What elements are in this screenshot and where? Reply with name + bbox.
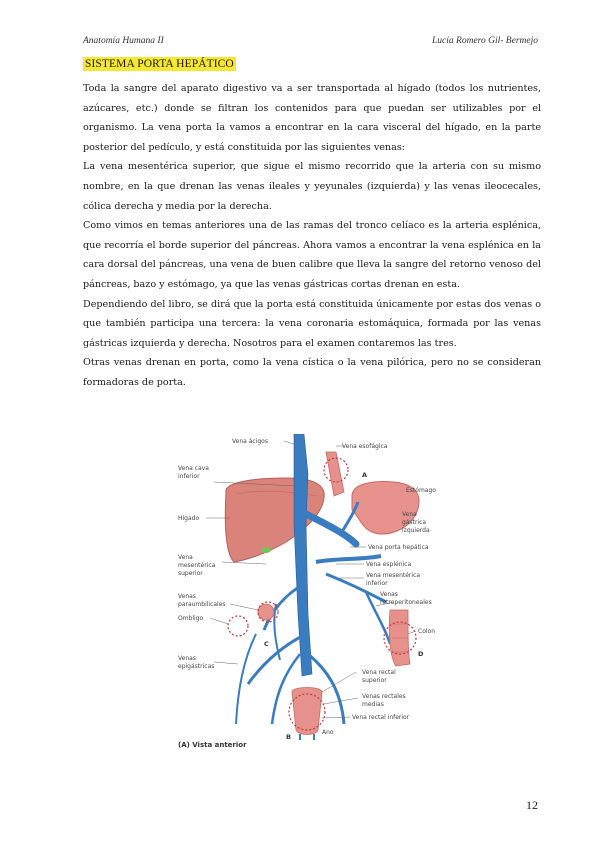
label-porta-hepatica: Vena porta hepática [368, 544, 429, 551]
portal-system-figure [176, 434, 460, 752]
label-mes-inf-2: inferior [366, 580, 388, 587]
label-retro-2: retroperitoneales [380, 599, 432, 606]
header-author: Lucía Romero Gil- Bermejo [432, 36, 538, 46]
label-mes-sup-2: mesentérica [178, 562, 216, 569]
label-higado: Hígado [178, 515, 200, 522]
figure-caption: (A) Vista anterior [178, 741, 247, 749]
label-rectal-sup-2: superior [362, 677, 387, 684]
label-letter-d: D [418, 650, 424, 658]
gallbladder-shape [261, 547, 271, 553]
label-mes-sup-1: Vena [178, 554, 193, 561]
label-ano: Ano [322, 729, 334, 736]
label-gastrica-3: izquierda [402, 527, 430, 534]
label-rectal-inf: Vena rectal inferior [352, 714, 410, 721]
label-ombligo: Ombligo [178, 615, 204, 622]
label-rect-med-2: medias [362, 701, 384, 708]
label-colon: Colon [418, 628, 436, 635]
paragraph-2: La vena mesentérica superior, que sigue el mismo recorrido que la arteria con su mismo nombre, en la que drenan las venas ileales y yeyunales (izquierda) y las venas ileocecales, cólica derecha y media por la derecha. [83, 161, 541, 212]
label-retro-1: Venas [380, 591, 398, 598]
liver-shape [225, 478, 324, 562]
label-epig-2: epigástricas [178, 663, 215, 670]
page-number: 12 [526, 798, 538, 812]
label-letter-b: B [286, 733, 291, 741]
section-title: SISTEMA PORTA HEPÁTICO [85, 58, 234, 70]
label-rect-med-1: Venas rectales [362, 693, 406, 700]
body-text [83, 79, 541, 393]
label-mes-inf-1: Vena mesentérica [366, 572, 421, 579]
label-vena-esofagica: Vena esofágica [342, 443, 388, 450]
paragraph-4: Dependiendo del libro, se dirá que la porta está constituida únicamente por estas dos venas o que también participa una tercera: la vena coronaria estomáquica, formada por las venas gástricas izquierda y derecha. Nosotros para el examen contaremos las tres. [83, 298, 541, 349]
label-estomago: Estómago [406, 487, 436, 494]
label-esplenica: Vena esplénica [366, 561, 412, 568]
label-paraumb-2: paraumbilicales [178, 601, 226, 608]
label-vena-acigos: Vena ácigos [232, 438, 268, 445]
label-vena-cava-1: Vena cava [178, 465, 209, 472]
label-rectal-sup-1: Vena rectal [362, 669, 396, 676]
paragraph-3: Como vimos en temas anteriores una de las ramas del tronco celíaco es la arteria esplénica, que recorría el borde superior del páncreas. Ahora vamos a encontrar la vena esplénica en la cara dorsal del páncreas, una vena de buen calibre que lleva la sangre del retorno venoso del páncreas, bazo y estómago, ya que las venas gástricas cortas drenan en esta. [83, 220, 541, 290]
label-letter-c: C [264, 640, 269, 648]
header-course-title: Anatomía Humana II [83, 36, 164, 46]
paragraph-1: Toda la sangre del aparato digestivo va a ser transportada al hígado (todos los nutrientes, azúcares, etc.) donde se filtran los contenidos para que puedan ser utilizables por el organismo. La vena porta la vamos a encontrar en la cara visceral del hígado, en la parte posterior del pedículo, y está constituida por las siguientes venas: [83, 83, 541, 153]
label-letter-a: A [362, 471, 368, 479]
label-gastrica-2: gástrica [402, 519, 427, 526]
label-gastrica-1: Vena [402, 511, 417, 518]
label-epig-1: Venas [178, 655, 196, 662]
label-mes-sup-3: superior [178, 570, 203, 577]
label-paraumb-1: Venas [178, 593, 196, 600]
label-vena-cava-2: inferior [178, 473, 200, 480]
paragraph-5: Otras venas drenan en porta, como la vena cística o la vena pilórica, pero no se consideran formadoras de porta. [83, 357, 541, 388]
